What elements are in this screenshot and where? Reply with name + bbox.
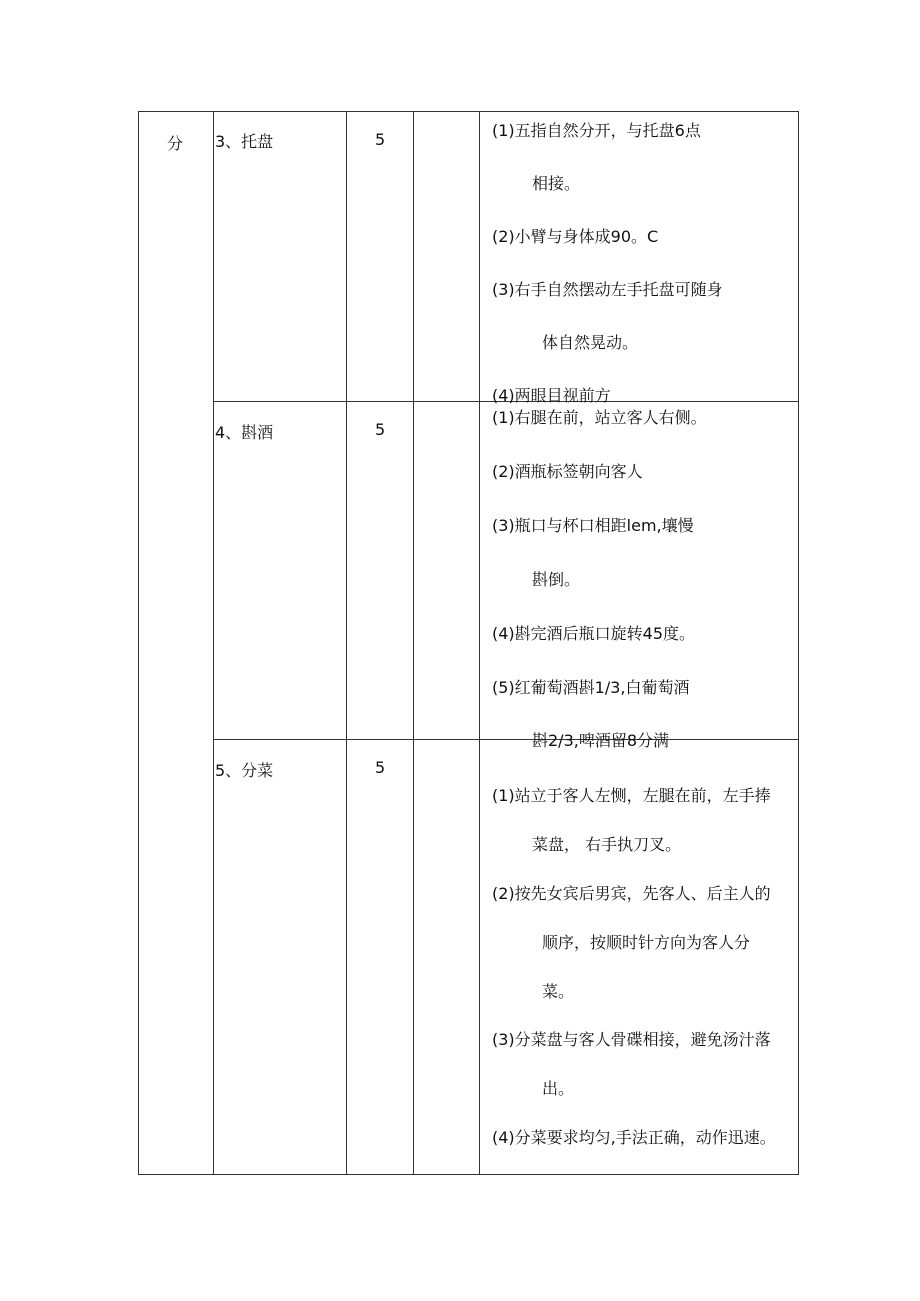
criteria-item: 菜盘， 右手执刀叉。 bbox=[532, 835, 682, 854]
score-value: 5 bbox=[375, 130, 386, 149]
column-divider bbox=[346, 111, 347, 1175]
criteria-item: (4)分菜要求均匀,手法正确，动作迅速。 bbox=[492, 1128, 776, 1147]
criteria-item: (1)站立于客人左恻，左腿在前，左手捧 bbox=[492, 786, 771, 805]
score-value: 5 bbox=[375, 758, 386, 777]
criteria-item: (1)五指自然分开，与托盘6点 bbox=[492, 121, 701, 140]
criteria-item: 斟2/3,啤酒留8分满 bbox=[532, 731, 670, 750]
criteria-item: 顺序，按顺时针方向为客人分 bbox=[542, 933, 751, 952]
criteria-item: (3)分菜盘与客人骨碟相接，避免汤汁落 bbox=[492, 1030, 771, 1049]
table-left-border bbox=[138, 111, 139, 1175]
criteria-item: (2)按先女宾后男宾，先客人、后主人的 bbox=[492, 884, 771, 903]
item-label: 3、托盘 bbox=[215, 132, 274, 151]
criteria-item: (4)两眼目视前方 bbox=[492, 386, 611, 405]
criteria-item: 出。 bbox=[542, 1079, 575, 1098]
category-label: 分 bbox=[167, 134, 184, 153]
score-value: 5 bbox=[375, 420, 386, 439]
criteria-item: 菜。 bbox=[542, 982, 575, 1001]
column-divider bbox=[413, 111, 414, 1175]
column-divider bbox=[213, 111, 214, 1175]
criteria-item: 相接。 bbox=[532, 174, 581, 193]
criteria-item: (3)瓶口与杯口相距lem,壤慢 bbox=[492, 516, 694, 535]
criteria-list bbox=[480, 112, 798, 405]
criteria-item: 体自然晃动。 bbox=[542, 333, 639, 352]
criteria-item: (4)斟完酒后瓶口旋转45度。 bbox=[492, 624, 696, 643]
criteria-item: 斟倒。 bbox=[532, 570, 581, 589]
table-right-border bbox=[798, 111, 799, 1175]
criteria-item: (3)右手自然摆动左手托盘可随身 bbox=[492, 280, 723, 299]
criteria-item: (2)小臂与身体成90。C bbox=[492, 227, 659, 246]
item-label: 4、斟酒 bbox=[215, 423, 274, 442]
criteria-item: (5)红葡萄酒斟1/3,白葡萄酒 bbox=[492, 678, 690, 697]
criteria-list bbox=[480, 740, 798, 1174]
criteria-list bbox=[480, 402, 798, 750]
criteria-item: (1)右腿在前，站立客人右侧。 bbox=[492, 408, 707, 427]
table-bottom-border bbox=[138, 1174, 799, 1175]
criteria-item: (2)酒瓶标签朝向客人 bbox=[492, 462, 643, 481]
item-label: 5、分菜 bbox=[215, 761, 274, 780]
